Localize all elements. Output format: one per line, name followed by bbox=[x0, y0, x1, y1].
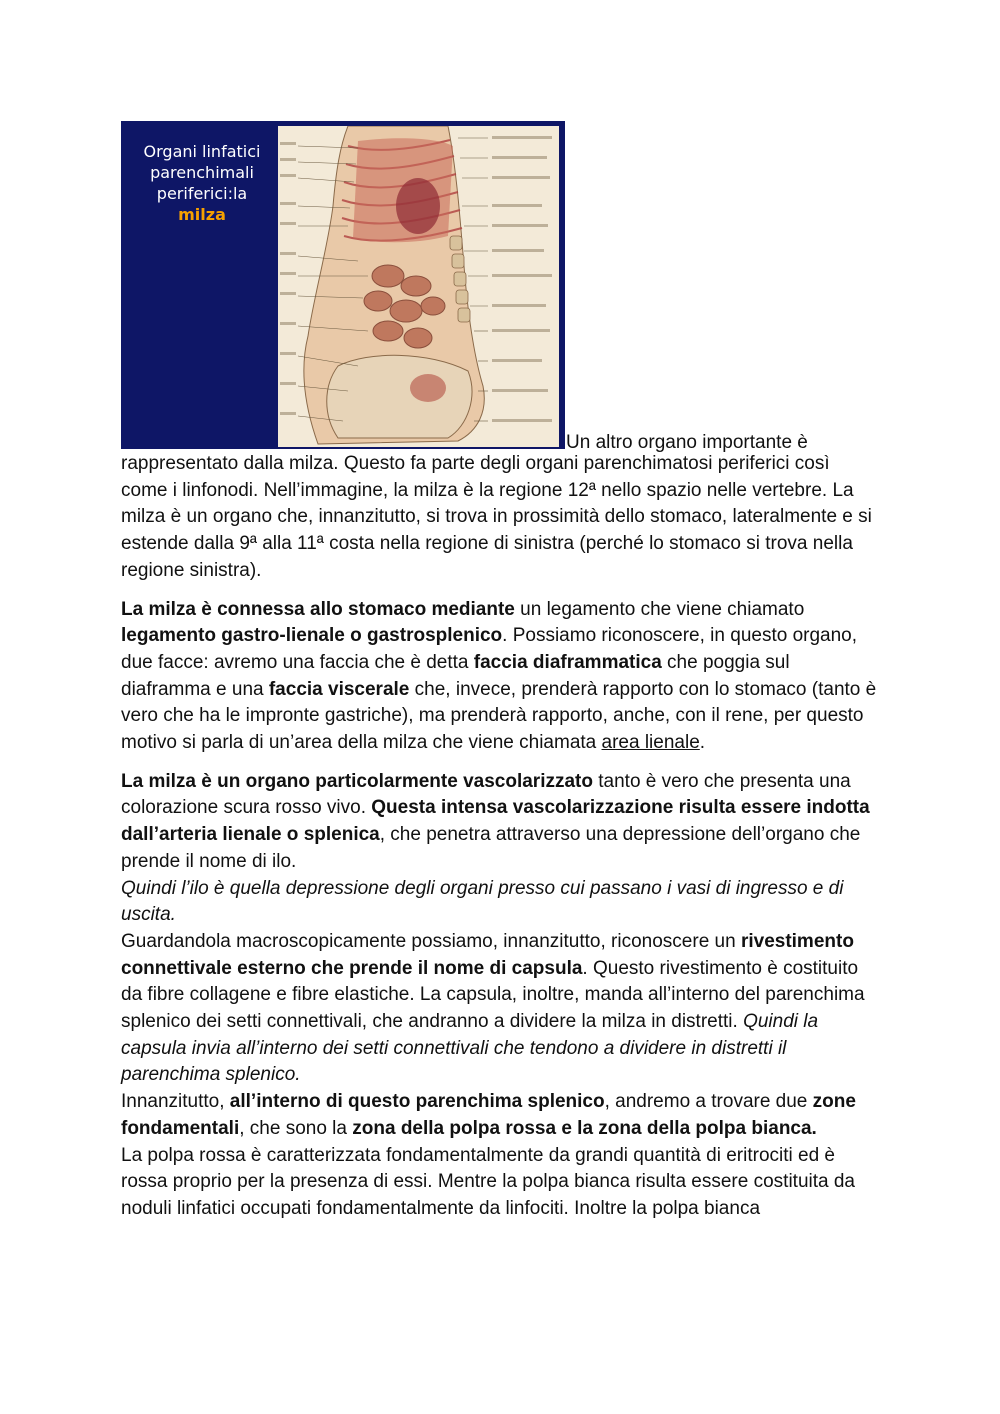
paragraph-1-first-line: Un altro organo importante è bbox=[566, 432, 808, 453]
slide-title-line-1: Organi linfatici bbox=[143, 142, 261, 161]
p3-bold-4: all’interno di questo parenchima splenico bbox=[229, 1091, 605, 1113]
slide-title bbox=[127, 141, 277, 225]
p2-text-3: che poggia sul diaframma e una bbox=[121, 651, 790, 700]
p3-text-7: , che sono la bbox=[239, 1117, 353, 1139]
p3-text-4: . Questo rivestimento è costituito da fibre collagene e fibre elastiche. La capsula, inoltre, manda all’interno del parenchima splenico dei setti connettivali, che andranno a dividere la milza in distretti. bbox=[121, 957, 865, 1033]
slide-title-line-3: periferici:la bbox=[156, 184, 248, 203]
p2-text-4: che, invece, prenderà rapporto con lo stomaco (tanto è vero che ha le impronte gastriche), ma prenderà rapporto, anche, con il rene, per questo motivo si parla di un’area della milza che viene chiamata bbox=[121, 678, 877, 754]
p3-italic-1: Quindi l’ilo è quella depressione degli organi presso cui passano i vasi di ingresso e di uscita. bbox=[121, 877, 844, 926]
p3-text-1: tanto è vero che presenta una colorazione scura rosso vivo. bbox=[121, 770, 851, 819]
p3-bold-3: rivestimento connettivale esterno che prende il nome di capsula bbox=[121, 930, 854, 979]
p2-text-2: . Possiamo riconoscere, in questo organo, due facce: avremo una faccia che è detta bbox=[121, 625, 858, 673]
paragraph-3 bbox=[121, 769, 881, 1223]
p2-text-5: . bbox=[699, 732, 706, 754]
document-body bbox=[121, 121, 881, 1223]
p3-bold-5: zone fondamentali bbox=[121, 1091, 856, 1139]
paragraph-2 bbox=[121, 597, 881, 757]
p3-italic-2: Quindi la capsula invia all’interno dei setti connettivali che tendono a dividere in distretti il parenchima splenico. bbox=[121, 1011, 819, 1086]
p3-text-6: , andremo a trovare due bbox=[604, 1091, 813, 1113]
p2-bold-4: faccia viscerale bbox=[268, 678, 410, 700]
p3-bold-1: La milza è un organo particolarmente vascolarizzato bbox=[121, 770, 593, 792]
anatomy-illustration bbox=[278, 126, 559, 447]
anatomy-slide-image bbox=[121, 121, 565, 449]
p2-bold-3: faccia diaframmatica bbox=[473, 651, 662, 673]
p3-text-8: La polpa rossa è caratterizzata fondamentalmente da grandi quantità di eritrociti ed è rossa proprio per la presenza di essi. Mentre la polpa bianca risulta essere costituita da noduli linfatici occupati fondamentalmente da linfociti. Inoltre la polpa bianca bbox=[121, 1144, 855, 1219]
p3-text-3: Guardandola macroscopicamente possiamo, innanzitutto, riconoscere un bbox=[121, 930, 741, 952]
p3-text-5: Innanzitutto, bbox=[121, 1091, 230, 1113]
paragraph-1-text: rappresentato dalla milza. Questo fa parte degli organi parenchimatosi periferici così come i linfonodi. Nell’immagine, la milza è la regione 12ª nello spazio nelle vertebre. La milza è un organo che, innanzitutto, si trova in prossimità dello stomaco, lateralmente e si estende dalla 9ª alla 11ª costa nella regione di sinistra (perché lo stomaco si trova nella regione sinistra). bbox=[121, 453, 872, 581]
abdomen-sagittal-illustration bbox=[278, 126, 559, 447]
slide-title-highlight: milza bbox=[178, 205, 226, 224]
p2-bold-2: legamento gastro-lienale o gastrosplenico bbox=[121, 625, 503, 647]
figure-line bbox=[121, 121, 881, 451]
p2-bold-1: La milza è connessa allo stomaco mediante bbox=[121, 598, 515, 620]
slide-title-line-2: parenchimali bbox=[150, 163, 254, 182]
paragraph-1 bbox=[121, 451, 881, 585]
p2-text-1: un legamento che viene chiamato bbox=[514, 598, 805, 620]
p3-text-2: , che penetra attraverso una depressione dell’organo che prende il nome di ilo. bbox=[121, 824, 861, 872]
p2-underlined-term: area lienale bbox=[601, 732, 700, 754]
p3-bold-2: Questa intensa vascolarizzazione risulta essere indotta dall’arteria lienale o splenica bbox=[121, 797, 870, 846]
p3-bold-6: zona della polpa rossa e la zona della polpa bianca. bbox=[352, 1117, 817, 1139]
